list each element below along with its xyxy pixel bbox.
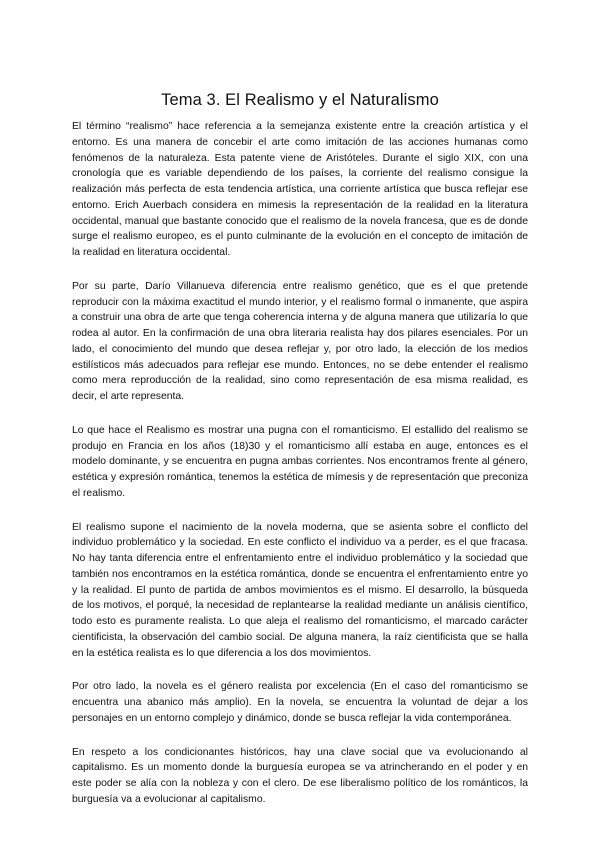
page-title: Tema 3. El Realismo y el Naturalismo xyxy=(161,91,439,109)
paragraph: El realismo supone el nacimiento de la novela moderna, que se asienta sobre el conflicto del individuo problemático y la sociedad. En este conflicto el individuo va a perder, es el que fracasa. No hay tanta diferencia entre el enfrentamiento entre el individuo problemático y la sociedad que también nos encontramos en la estética romántica, donde se encuentra el enfrentamiento entre yo y la realidad. El punto de partida de ambos movimientos es el mismo. El desarrollo, la búsqueda de los motivos, el porqué, la necesidad de replantearse la realidad mediante un análisis científico, todo esto es puramente realista. Lo que aleja el realismo del romanticismo, el marcado carácter cientificista, la observación del cambio social. De alguna manera, la raíz cientificista que se halla en la estética realista es lo que diferencia a los dos movimientos. xyxy=(72,521,528,659)
paragraph: Por su parte, Darío Villanueva diferencia entre realismo genético, que es el que pretende reproducir con la máxima exactitud el mundo interior, y el realismo formal o inmanente, que aspira a construir una obra de arte que tenga coherencia interna y de alguna manera que utilizaría lo que rodea al autor. En la confirmación de una obra literaria realista hay dos pilares esenciales. Por un lado, el conocimiento del mundo que desea reflejar y, por otro lado, la elección de los medios estilísticos más adecuados para reflejar ese mundo. Entonces, no se debe entender el realismo como mera reproducción de la realidad, sino como representación de esa misma realidad, es decir, el arte representa. xyxy=(72,280,528,402)
paragraph: El término “realismo” hace referencia a la semejanza existente entre la creación artística y el entorno. Es una manera de concebir el arte como imitación de las acciones humanas como fenómenos de la naturaleza. Esta patente viene de Aristóteles. Durante el siglo XIX, con una cronología que es variable dependiendo de los países, la corriente del realismo consigue la realización más perfecta de esta tendencia artística, una corriente artística que busca reflejar ese entorno. Erich Auerbach considera en mimesis la representación de la realidad en la literatura occidental, manual que bastante conocido que el realismo de la novela francesa, que es de donde surge el realismo europeo, es el punto culminante de la evolución en el concepto de imitación de la realidad en literatura occidental. xyxy=(72,121,528,258)
paragraph: Por otro lado, la novela es el género realista por excelencia (En el caso del romanticismo se encuentra una abanico más amplio). En la novela, se encuentra la voluntad de dejar a los personajes en un entorno complejo y dinámico, donde se busca reflejar la vida contemporánea. xyxy=(72,681,528,724)
paragraph: Lo que hace el Realismo es mostrar una pugna con el romanticismo. El estallido del realismo se produjo en Francia en los años (18)30 y el romanticismo allí estaba en auge, entonces es el modelo dominante, y se encuentra en pugna ambas corrientes. Nos encontramos frente al género, estética y expresión romántica, tenemos la estética de mímesis y de representación que preconiza el realismo. xyxy=(72,424,528,499)
document-body xyxy=(72,119,528,808)
paragraph: En respeto a los condicionantes históricos, hay una clave social que va evolucionando al capitalismo. Es un momento donde la burguesía europea se va atrincherando en el poder y en este poder se alía con la nobleza y con el clero. De ese liberalismo político de los románticos, la burguesía va a evolucionar al capitalismo. xyxy=(72,746,528,805)
